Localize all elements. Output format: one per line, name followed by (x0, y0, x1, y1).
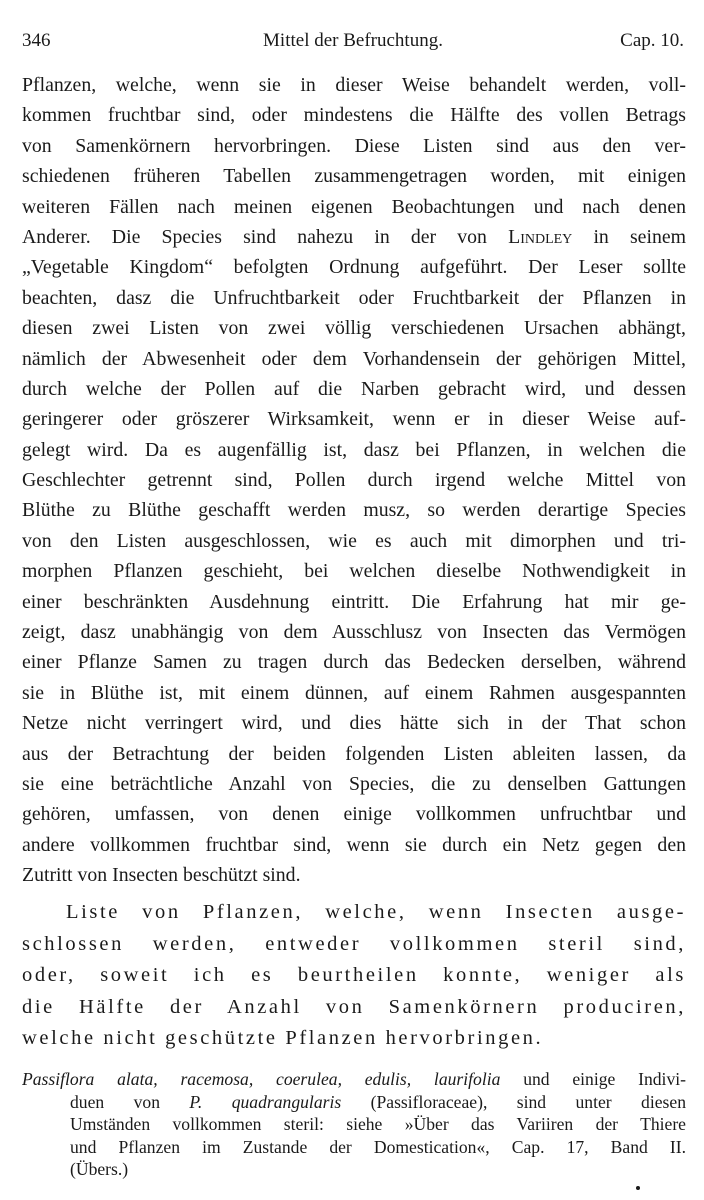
body-line: „Vegetable Kingdom“ befolgten Ordnung aufgeführt. Der Leser sollte (22, 256, 686, 279)
list-entry-passiflora (22, 1068, 686, 1181)
entry-line (22, 1091, 686, 1114)
body-line: beachten, dasz die Unfruchtbarkeit oder Fruchtbarkeit der Pflanzen in (22, 286, 686, 309)
body-line: Netze nicht verringert wird, und dies hätte sich in der That schon (22, 712, 686, 735)
body-line: einer beschränkten Ausdehnung eintritt. Die Erfahrung hat mir ge- (22, 590, 686, 613)
entry-line: Umständen vollkommen steril: siehe »Über das Variiren der Thiere (70, 1114, 686, 1135)
page-number: 346 (22, 30, 51, 51)
body-line: Blüthe zu Blüthe geschafft werden musz, so werden derartige Species (22, 499, 686, 522)
author-name: Lindley (508, 225, 573, 248)
entry-line: und Pflanzen im Zustande der Domestication«, Cap. 17, Band II. (70, 1136, 686, 1157)
list-heading-line: oder, soweit ich es beurtheilen konnte, weniger als (22, 964, 686, 986)
list-heading-line: welche nicht geschützte Pflanzen hervorbringen. (22, 1027, 544, 1049)
body-line: sie in Blüthe ist, mit einem dünnen, auf einem Rahmen ausgespannten (22, 681, 686, 704)
entry-text: und einige Indivi- (500, 1069, 686, 1089)
body-line: Zutritt von Insecten beschützt sind. (22, 864, 301, 887)
page-header (22, 30, 684, 56)
body-line-with-author (22, 222, 686, 252)
body-line: Geschlechter getrennt sind, Pollen durch irgend welche Mittel von (22, 469, 686, 492)
body-line: durch welche der Pollen auf die Narben gebracht wird, und dessen (22, 377, 686, 400)
list-heading-line: die Hälfte der Anzahl von Samenkörnern produciren, (22, 995, 686, 1018)
list-heading (22, 897, 686, 1055)
chapter-label: Cap. 10. (620, 30, 684, 51)
running-title: Mittel der Befruchtung. (263, 30, 443, 51)
body-line: von den Listen ausgeschlossen, wie es auch mit dimorphen und tri- (22, 529, 686, 552)
body-line: andere vollkommen fruchtbar sind, wenn sie durch ein Netz gegen den (22, 833, 686, 856)
species-name: P. quadrangularis (189, 1091, 342, 1112)
body-paragraph (22, 70, 686, 891)
body-line: gelegt wird. Da es augenfällig ist, dasz bei Pflanzen, in welchen die (22, 438, 686, 461)
list-heading-line: schlossen werden, entweder vollkommen steril sind, (22, 932, 686, 955)
body-line: Pflanzen, welche, wenn sie in dieser Weise behandelt werden, voll- (22, 74, 686, 96)
entry-line (22, 1068, 686, 1091)
print-speck (636, 1186, 640, 1190)
body-line: diesen zwei Listen von zwei völlig verschiedenen Ursachen abhängt, (22, 317, 686, 340)
body-line: einer Pflanze Samen zu tragen durch das Bedecken derselben, während (22, 651, 686, 674)
entry-text: duen von (70, 1091, 190, 1112)
body-line: aus der Betrachtung der beiden folgenden Listen ableiten lassen, da (22, 742, 686, 765)
body-line: weiteren Fällen nach meinen eigenen Beobachtungen und nach denen (22, 195, 686, 218)
entry-text: (Passifloraceae), sind unter diesen (341, 1091, 686, 1112)
body-line: schiedenen früheren Tabellen zusammengetragen worden, mit einigen (22, 165, 686, 188)
body-line: gehören, umfassen, von denen einige vollkommen unfruchtbar und (22, 803, 686, 826)
body-line-tail: in seinem (572, 225, 686, 248)
list-heading-line: Liste von Pflanzen, welche, wenn Insecten ausge- (66, 901, 686, 923)
body-line: von Samenkörnern hervorbringen. Diese Listen sind aus den ver- (22, 134, 686, 157)
body-line: morphen Pflanzen geschieht, bei welchen dieselbe Nothwendigkeit in (22, 560, 686, 583)
body-line: kommen fruchtbar sind, oder mindestens die Hälfte des vollen Betrags (22, 104, 686, 127)
body-line: zeigt, dasz unabhängig von dem Ausschlusz von Insecten das Vermögen (22, 621, 686, 644)
body-line: geringerer oder gröszerer Wirksamkeit, wenn er in dieser Weise auf- (22, 408, 686, 431)
body-line: sie eine beträchtliche Anzahl von Species, die zu denselben Gattungen (22, 772, 686, 795)
species-names: Passiflora alata, racemosa, coerulea, edulis, laurifolia (22, 1069, 501, 1089)
entry-line: (Übers.) (70, 1159, 129, 1180)
body-line-text: Anderer. Die Species sind nahezu in der von (22, 225, 487, 248)
body-line: nämlich der Abwesenheit oder dem Vorhandensein der gehörigen Mittel, (22, 347, 686, 370)
